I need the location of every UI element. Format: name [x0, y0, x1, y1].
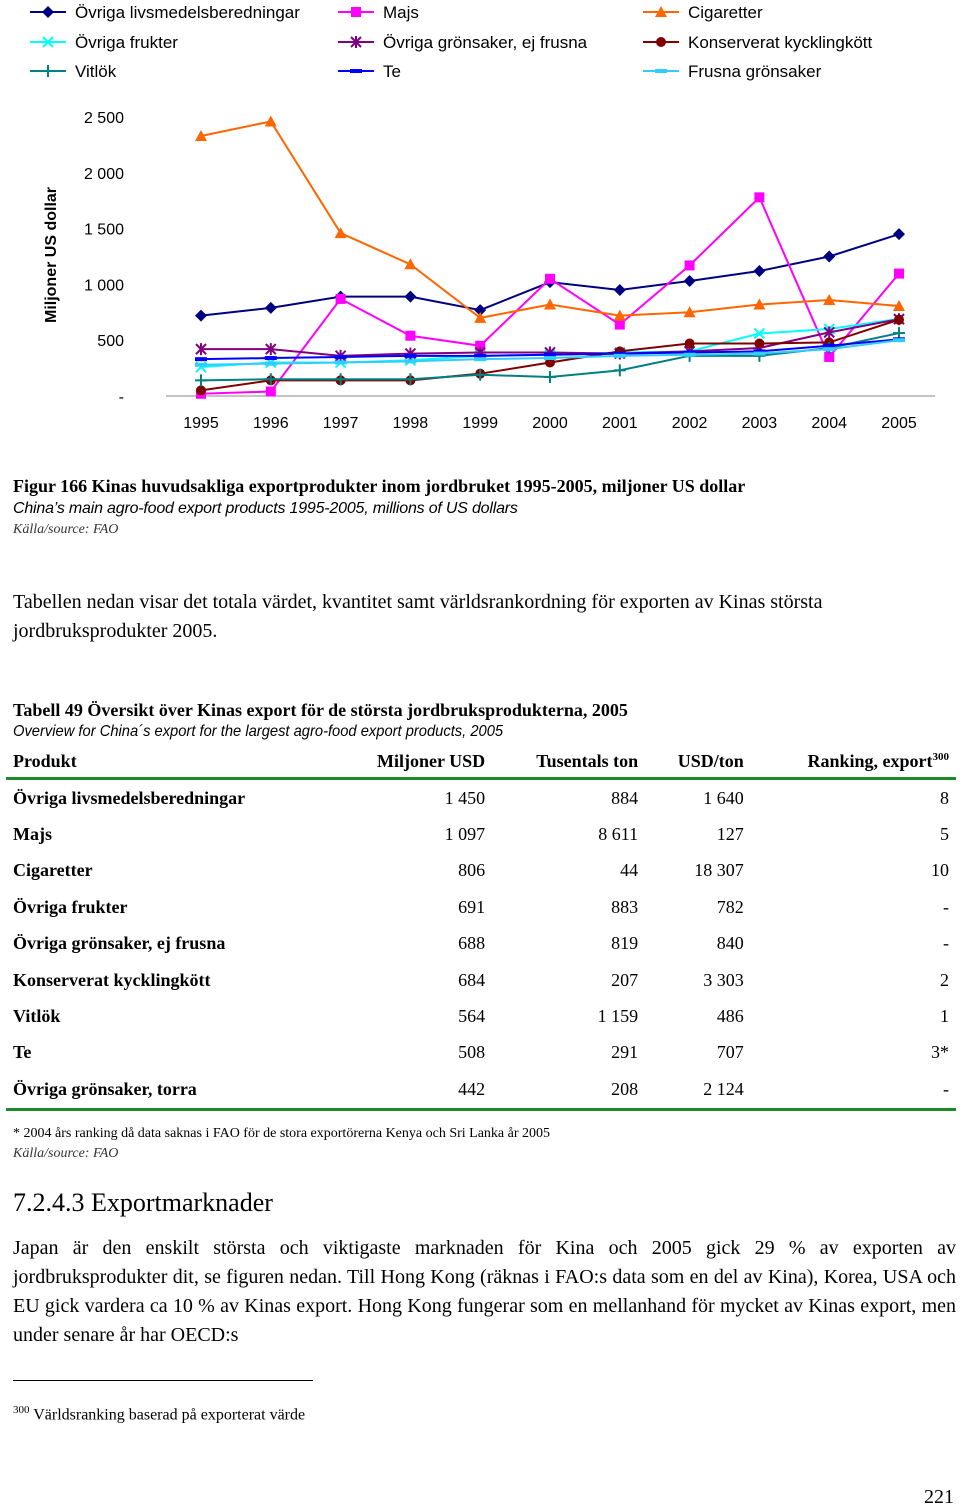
data-point: [335, 361, 347, 365]
value-cell: 2 124: [645, 1071, 751, 1109]
data-point: [350, 69, 362, 73]
data-point: [195, 357, 207, 361]
product-name-cell: Majs: [13, 824, 52, 845]
series-line: [201, 121, 899, 317]
product-name-cell: Övriga grönsaker, torra: [6, 1071, 331, 1109]
value-cell: 684: [458, 969, 486, 990]
data-point: [684, 353, 696, 357]
legend-label: Frusna grönsaker: [688, 62, 822, 81]
legend-item: [30, 33, 178, 52]
data-point: [545, 274, 555, 284]
legend-item: [30, 62, 117, 81]
x-tick-label: 2003: [741, 415, 778, 432]
data-point: [405, 331, 415, 341]
data-point: [893, 338, 905, 342]
data-point: [335, 355, 347, 359]
data-point: [42, 65, 54, 77]
value-cell: 10: [931, 860, 949, 881]
data-point: [404, 354, 416, 358]
value-cell: -: [943, 896, 949, 917]
legend-label: Cigaretter: [688, 3, 763, 22]
value-cell: 291: [611, 1042, 639, 1063]
product-name-cell: Vitlök: [13, 1006, 61, 1027]
value-cell: 3 303: [703, 969, 744, 990]
data-point: [544, 298, 556, 309]
legend-label: Övriga grönsaker, ej frusna: [383, 33, 588, 52]
product-name-cell: Cigaretter: [13, 860, 93, 881]
table-notes: [13, 1124, 550, 1164]
page-number: 221: [924, 1486, 954, 1508]
x-tick-label: 2001: [602, 415, 638, 432]
data-point: [615, 320, 625, 330]
data-point: [265, 362, 277, 366]
x-tick-label: 1999: [462, 415, 498, 432]
x-tick-label: 1996: [253, 415, 289, 432]
data-point: [196, 385, 206, 395]
legend-label: Majs: [383, 3, 419, 22]
data-point: [614, 354, 626, 358]
body-paragraph: Japan är den enskilt största och viktigaste marknaden för Kina och 2005 gick 29 % av exporten av jordbruksprodukter dit, se figuren nedan. Till Hong Kong (räknas i FAO:s data som en del av Kina), Korea, USA och EU gick vardera ca 10 % av Kinas export. Hong Kong fungerar som en mellanhand för mycket av Kinas export, men under senare år har OECD:s: [13, 1237, 956, 1346]
series: [195, 115, 905, 322]
data-point: [655, 69, 667, 73]
data-point: [195, 310, 207, 322]
line-chart: [0, 0, 960, 450]
value-cell: 486: [716, 1006, 744, 1027]
data-point: [684, 275, 696, 287]
value-cell: 840: [716, 933, 744, 954]
y-tick-label: 2 000: [83, 165, 124, 183]
figure-source: Källa/source: FAO: [13, 522, 119, 537]
series: [196, 192, 904, 398]
section-heading: 7.2.4.3 Exportmarknader: [13, 1188, 273, 1217]
value-cell: 8: [940, 787, 949, 808]
legend-label: Övriga livsmedelsberedningar: [75, 3, 300, 22]
table-row: [6, 889, 956, 925]
x-tick-label: 1995: [183, 415, 219, 432]
chart-legend: [30, 3, 873, 81]
data-point: [656, 37, 666, 47]
header-product: Produkt: [6, 745, 331, 779]
table-row: [6, 962, 956, 998]
legend-label: Vitlök: [75, 62, 117, 81]
value-cell: 1 640: [703, 787, 744, 808]
value-cell: 442: [331, 1071, 492, 1109]
data-point: [614, 364, 626, 376]
value-cell: 5: [940, 824, 949, 845]
footnote: [13, 1404, 305, 1424]
table-row: [6, 926, 956, 962]
table-title: Tabell 49 Översikt över Kinas export för de största jordbruksprodukterna, 2005: [13, 700, 628, 720]
value-cell: 884: [611, 787, 639, 808]
data-point: [195, 374, 207, 386]
table-header-row: [6, 745, 956, 779]
y-axis-title: Miljoner US dollar: [43, 186, 60, 324]
data-point: [614, 284, 626, 296]
data-point: [404, 373, 416, 385]
value-cell: 207: [611, 969, 639, 990]
data-point: [823, 251, 835, 263]
value-cell: 508: [458, 1042, 486, 1063]
value-cell: 688: [458, 933, 486, 954]
product-name-cell: Övriga frukter: [13, 896, 128, 917]
value-cell: 44: [620, 860, 639, 881]
table-row: [6, 998, 956, 1034]
figure-caption: [13, 474, 943, 540]
table-row: [6, 779, 956, 817]
value-cell: 691: [458, 896, 486, 917]
header-ranking: [751, 745, 956, 779]
x-tick-label: 2000: [532, 415, 568, 432]
data-point: [685, 260, 695, 270]
y-tick-label: -: [118, 389, 124, 406]
data-point: [335, 227, 347, 238]
value-cell: -: [751, 1071, 956, 1109]
table-row: [6, 816, 956, 852]
data-point: [894, 315, 904, 325]
y-tick-label: 2 500: [83, 110, 124, 127]
data-point: [753, 352, 765, 356]
data-point: [893, 228, 905, 240]
data-point: [265, 356, 277, 360]
value-cell: 127: [716, 824, 744, 845]
legend-item: [30, 3, 300, 22]
value-cell: -: [943, 933, 949, 954]
value-cell: 883: [611, 896, 639, 917]
table-row: [6, 1071, 956, 1109]
header-thousand-tons: Tusentals ton: [492, 745, 645, 779]
table-body: [6, 779, 956, 1110]
x-tick-label: 2002: [671, 415, 708, 432]
product-name-cell: Te: [13, 1042, 32, 1063]
y-tick-label: 1 500: [83, 221, 124, 239]
table-source: Källa/source: FAO: [13, 1146, 119, 1161]
value-cell: 806: [458, 860, 486, 881]
table-row: [6, 1035, 956, 1071]
data-point: [894, 269, 904, 279]
data-point: [404, 258, 416, 269]
legend-item: [338, 33, 588, 52]
product-name-cell: Konserverat kycklingkött: [13, 969, 211, 990]
legend-item: [338, 62, 401, 81]
export-table: [6, 745, 956, 1111]
data-point: [474, 357, 486, 361]
x-tick-label: 1997: [322, 415, 359, 432]
series-lines: [195, 115, 905, 398]
footnote-ref: 300: [932, 750, 949, 763]
table-subtitle: Overview for China´s export for the largest agro-food export products, 2005: [13, 723, 504, 740]
table-row: [6, 853, 956, 889]
value-cell: 1: [940, 1006, 949, 1027]
value-cell: 2: [940, 969, 949, 990]
data-point: [685, 339, 695, 349]
legend-label: Övriga frukter: [75, 33, 178, 52]
legend-item: [643, 33, 873, 52]
header-ranking-label: Ranking, export: [807, 750, 933, 771]
value-cell: 8 611: [598, 824, 639, 845]
footnote-rule: [13, 1380, 313, 1381]
legend-label: Te: [383, 62, 401, 81]
x-tick-label: 2004: [811, 415, 847, 432]
footnote-text: Världsranking baserad på exporterat värde: [33, 1406, 306, 1424]
table-caption: [13, 698, 953, 742]
data-point: [266, 387, 276, 397]
data-point: [754, 192, 764, 202]
value-cell: 819: [611, 933, 639, 954]
data-point: [42, 6, 54, 18]
value-cell: 564: [458, 1006, 486, 1027]
y-tick-label: 1 000: [83, 277, 124, 295]
value-cell: 1 097: [444, 824, 486, 845]
data-point: [893, 327, 905, 339]
legend-item: [338, 3, 419, 22]
y-axis: [84, 110, 935, 406]
data-point: [351, 7, 361, 17]
data-point: [265, 302, 277, 314]
value-cell: 782: [716, 896, 744, 917]
figure-subtitle: China’s main agro-food export products 1995-2005, millions of US dollars: [13, 500, 518, 517]
product-name-cell: Övriga livsmedelsberedningar: [13, 787, 246, 808]
y-tick-label: 500: [97, 333, 124, 351]
data-point: [265, 115, 277, 126]
figure-title: Figur 166 Kinas huvudsakliga exportprodukter inom jordbruket 1995-2005, miljoner US dollar: [13, 476, 746, 496]
product-name-cell: Övriga grönsaker, ej frusna: [13, 933, 226, 954]
data-point: [336, 294, 346, 304]
value-cell: 707: [716, 1042, 744, 1063]
intro-paragraph: Tabellen nedan visar det totala värdet, kvantitet samt världsrankordning för exporten av Kinas största jordbruksprodukter 2005.: [13, 591, 823, 642]
x-tick-label: 1998: [392, 415, 429, 432]
data-point: [335, 373, 347, 385]
header-million-usd: Miljoner USD: [331, 745, 492, 779]
data-point: [474, 369, 486, 381]
value-cell: 18 307: [694, 860, 744, 881]
data-point: [404, 291, 416, 303]
x-tick-label: 2005: [881, 415, 917, 432]
data-point: [544, 356, 556, 360]
value-cell: 1 159: [597, 1006, 639, 1027]
data-point: [265, 373, 277, 385]
legend-item: [643, 62, 822, 81]
legend-item: [643, 3, 763, 22]
value-cell: 3*: [931, 1042, 949, 1063]
header-usd-per-ton: USD/ton: [645, 745, 751, 779]
table-note: * 2004 års ranking då data saknas i FAO för de stora exportörerna Kenya och Sri Lanka år 2005: [13, 1126, 551, 1141]
value-cell: 1 450: [444, 787, 486, 808]
legend-label: Konserverat kycklingkött: [688, 33, 873, 52]
data-point: [823, 347, 835, 351]
x-axis: [183, 415, 917, 432]
data-point: [754, 339, 764, 349]
data-point: [404, 359, 416, 363]
data-point: [544, 371, 556, 383]
footnote-number: 300: [13, 1404, 30, 1416]
data-point: [753, 265, 765, 277]
data-point: [195, 363, 207, 367]
value-cell: 208: [492, 1071, 645, 1109]
